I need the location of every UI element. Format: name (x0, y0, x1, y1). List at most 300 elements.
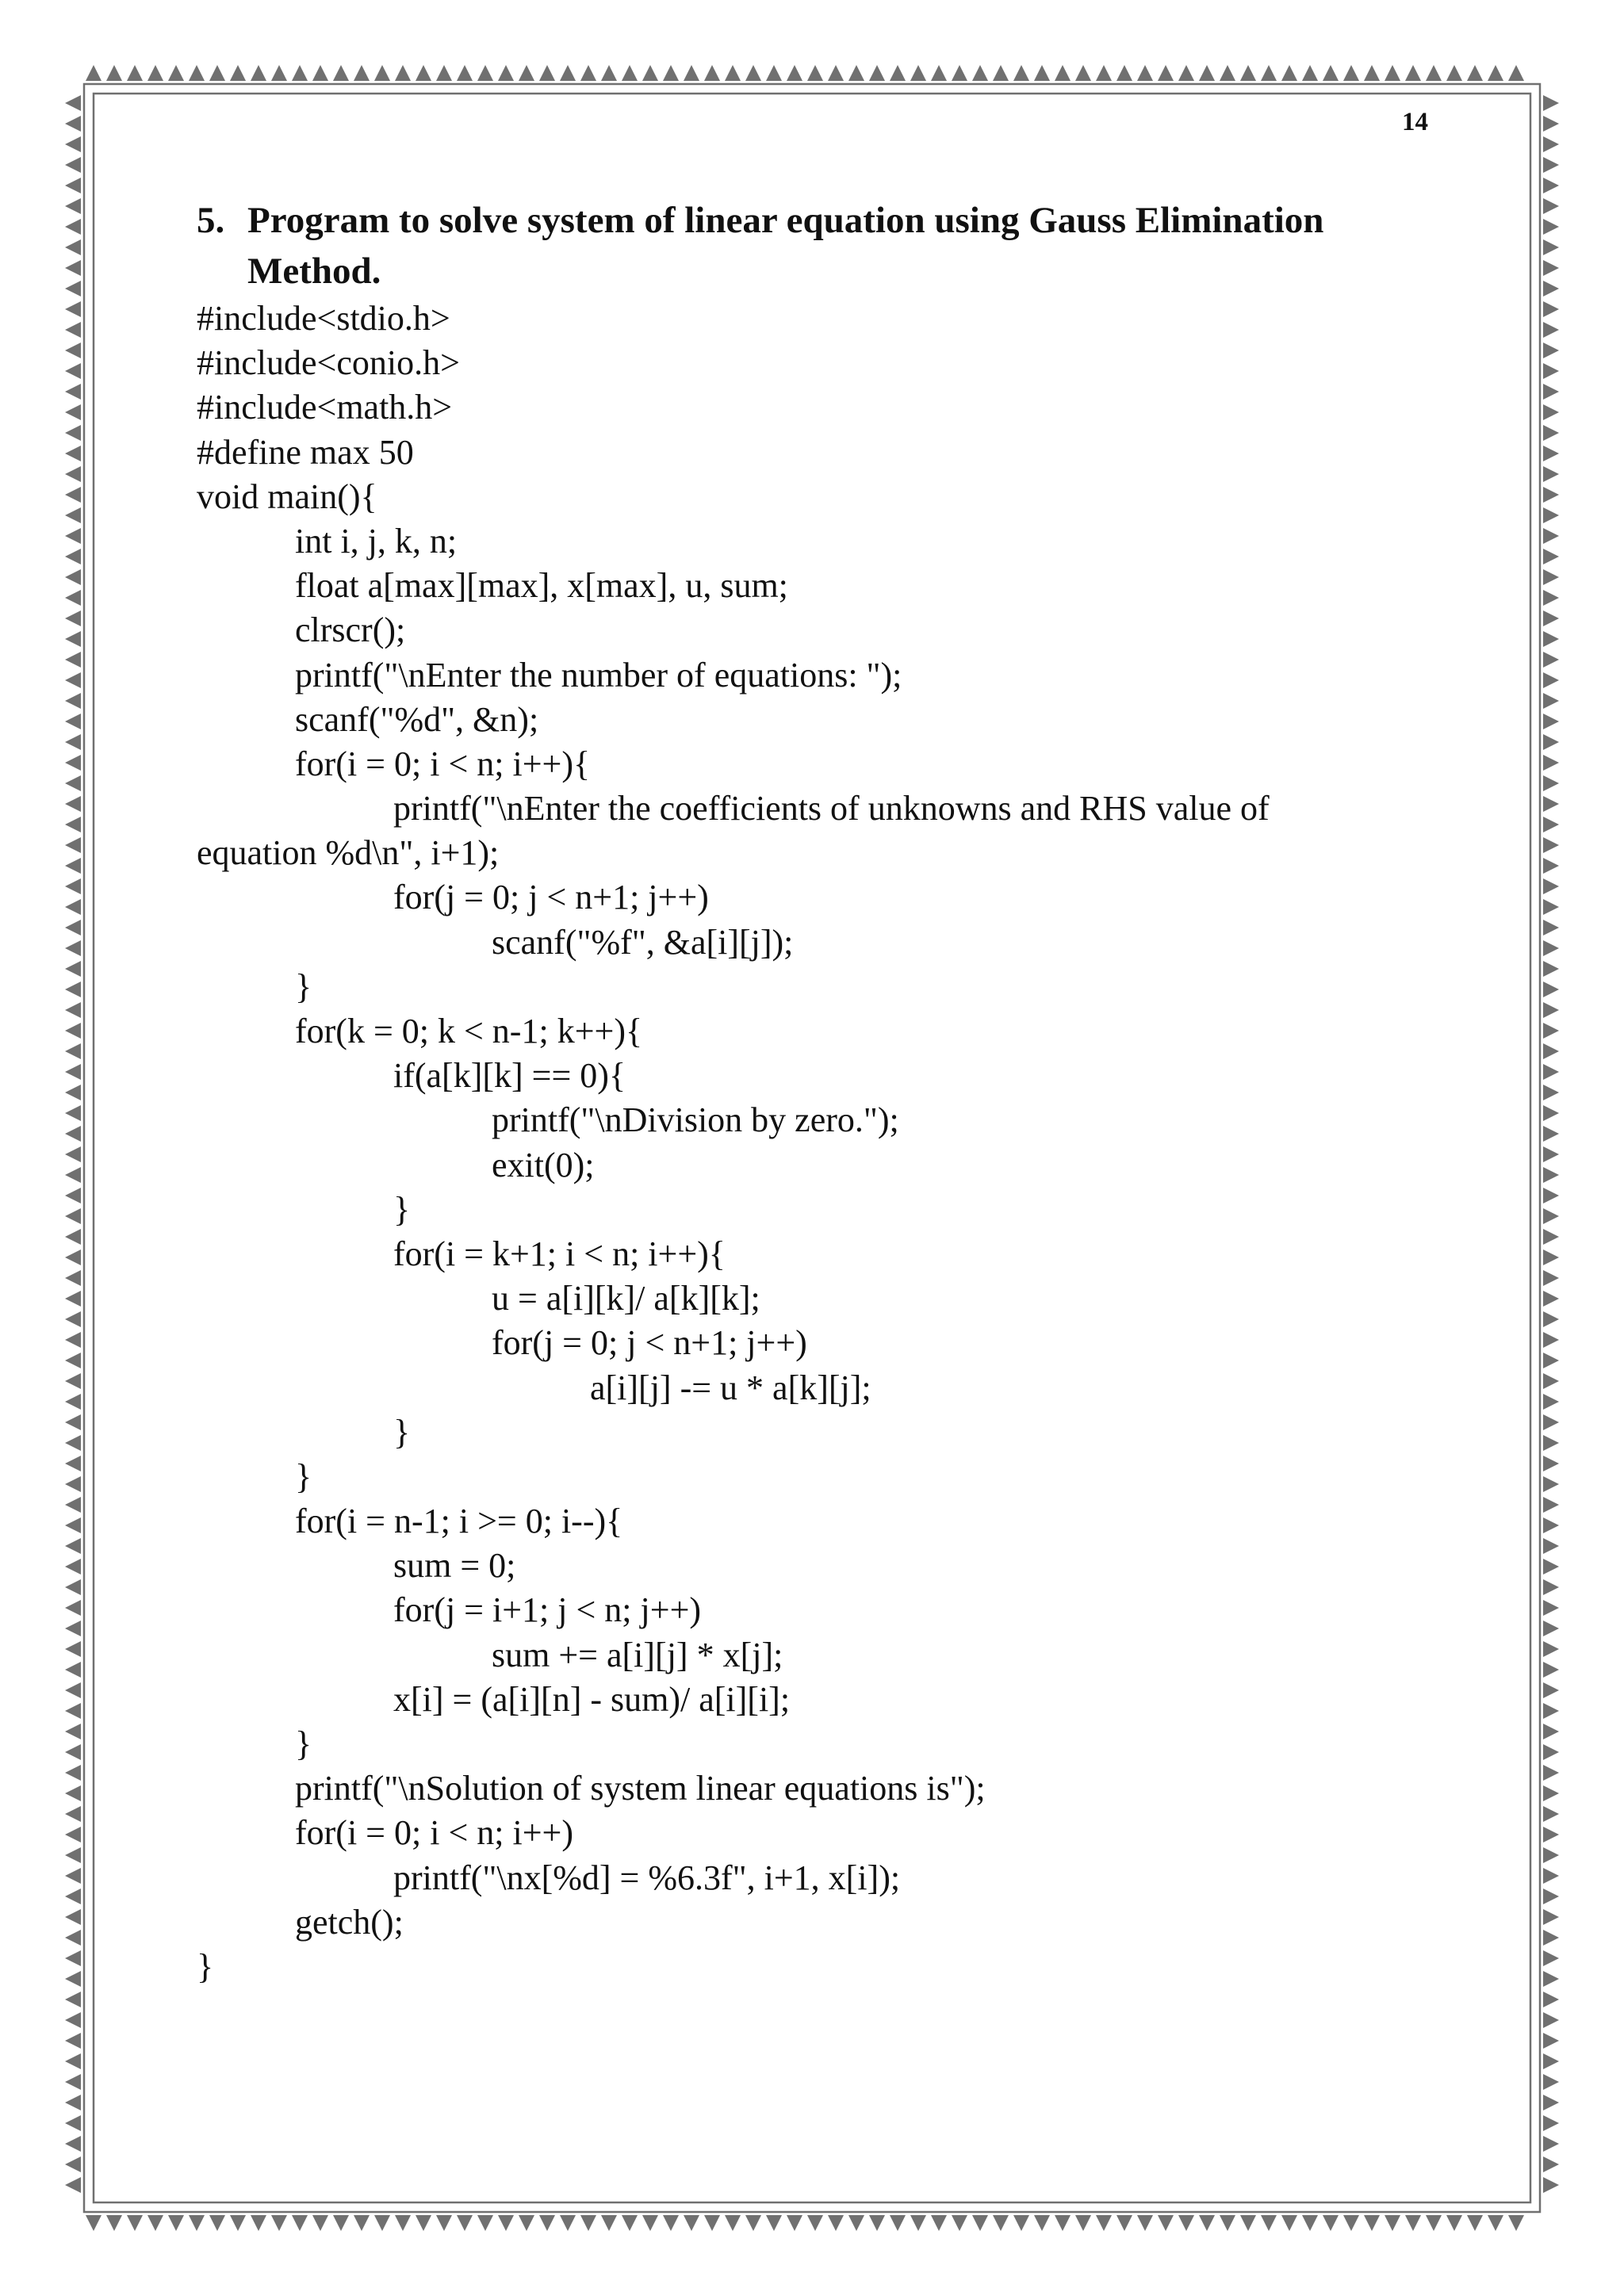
border-triangle (1543, 1105, 1559, 1121)
border-triangle (1543, 157, 1559, 173)
border-triangle (416, 65, 431, 81)
border-triangle (86, 2215, 102, 2231)
border-triangle (65, 1641, 81, 1657)
border-triangle (65, 549, 81, 564)
border-triangle (1543, 672, 1559, 688)
border-triangle (65, 652, 81, 668)
border-triangle (1543, 1538, 1559, 1554)
border-triangle (1543, 878, 1559, 894)
heading-text: Program to solve system of linear equation using Gauss Elimination Method. (247, 200, 1324, 292)
border-triangle (65, 2095, 81, 2110)
border-triangle (65, 528, 81, 544)
border-triangle (65, 95, 81, 111)
border-triangle (65, 260, 81, 276)
border-triangle (1543, 1373, 1559, 1389)
border-triangle (766, 65, 782, 81)
border-triangle (65, 1043, 81, 1059)
border-triangle (1405, 65, 1421, 81)
border-triangles-left (65, 95, 81, 2193)
border-triangle (1405, 2215, 1421, 2231)
border-triangle (1543, 1311, 1559, 1327)
border-triangle (1543, 920, 1559, 936)
code-line: #include<stdio.h> (197, 299, 450, 338)
border-triangle (560, 2215, 576, 2231)
border-triangle (1281, 2215, 1297, 2231)
code-line: u = a[i][k]/ a[k][k]; (492, 1279, 760, 1318)
border-triangle (65, 920, 81, 936)
border-triangle (1543, 1456, 1559, 1471)
border-triangle (65, 796, 81, 812)
border-triangle (65, 1311, 81, 1327)
border-triangle (1543, 116, 1559, 132)
border-triangle (65, 1930, 81, 1946)
border-triangle (65, 1085, 81, 1100)
border-triangle (65, 590, 81, 606)
border-triangle (745, 65, 761, 81)
code-line: for(j = 0; j < n+1; j++) (393, 878, 709, 917)
border-triangle (684, 2215, 699, 2231)
border-triangle (1543, 961, 1559, 977)
border-triangle (622, 2215, 638, 2231)
code-line: sum = 0; (393, 1546, 516, 1586)
border-triangle (725, 65, 741, 81)
border-triangle (395, 2215, 411, 2231)
border-triangle (65, 404, 81, 420)
border-triangles-top (86, 65, 1524, 81)
border-triangle (65, 322, 81, 338)
code-line: scanf("%d", &n); (295, 699, 539, 739)
border-triangle (539, 65, 555, 81)
border-triangle (1543, 610, 1559, 626)
section-heading (197, 195, 1434, 297)
border-triangle (1543, 1682, 1559, 1698)
border-triangle (1543, 239, 1559, 255)
border-triangle (1543, 136, 1559, 152)
code-line: #include<conio.h> (197, 343, 460, 383)
border-triangle (1543, 1270, 1559, 1286)
border-triangle (354, 65, 370, 81)
border-triangle (1543, 1085, 1559, 1100)
border-triangle (65, 817, 81, 832)
border-triangle (147, 65, 163, 81)
border-triangle (65, 1868, 81, 1884)
border-triangle (1543, 1579, 1559, 1595)
border-triangle (1543, 2012, 1559, 2028)
border-triangle (65, 1105, 81, 1121)
border-triangle (127, 65, 143, 81)
border-triangle (65, 1023, 81, 1039)
code-line: float a[max][max], x[max], u, sum; (295, 566, 788, 606)
border-triangle (65, 1002, 81, 1018)
border-triangle (168, 65, 184, 81)
code-line: equation %d\n", i+1); (197, 833, 500, 873)
border-triangle (1508, 2215, 1524, 2231)
border-triangle (65, 487, 81, 503)
border-triangle (65, 1744, 81, 1760)
border-triangle (498, 2215, 514, 2231)
border-triangle (312, 65, 328, 81)
border-triangle (65, 1559, 81, 1575)
border-triangle (1220, 2215, 1235, 2231)
border-triangle (972, 2215, 988, 2231)
border-triangle (292, 65, 308, 81)
border-triangle (1220, 65, 1235, 81)
border-triangle (1116, 2215, 1132, 2231)
border-triangle (1543, 1291, 1559, 1307)
border-triangle (1158, 2215, 1174, 2231)
border-triangle (65, 1249, 81, 1265)
border-triangle (1075, 65, 1091, 81)
border-triangle (1364, 2215, 1380, 2231)
border-triangle (65, 1167, 81, 1183)
border-triangle (65, 837, 81, 853)
border-triangle (416, 2215, 431, 2231)
border-triangle (807, 2215, 823, 2231)
border-triangle (65, 982, 81, 997)
border-triangle (65, 1373, 81, 1389)
code-line: for(i = k+1; i < n; i++){ (393, 1234, 726, 1273)
border-triangle (65, 2012, 81, 2028)
border-triangle (271, 65, 287, 81)
border-triangle (65, 961, 81, 977)
code-line: printf("\nDivision by zero."); (492, 1100, 899, 1140)
border-triangle (65, 384, 81, 400)
border-triangle (65, 1208, 81, 1224)
border-triangle (1543, 1208, 1559, 1224)
border-triangle (931, 2215, 947, 2231)
code-line: exit(0); (492, 1145, 595, 1184)
border-triangle (65, 1579, 81, 1595)
border-triangle (65, 2074, 81, 2090)
border-triangle (65, 1270, 81, 1286)
code-line: #include<math.h> (197, 388, 453, 427)
border-triangle (1543, 1435, 1559, 1451)
border-triangle (1543, 342, 1559, 358)
border-triangle (1543, 1517, 1559, 1533)
border-triangle (1543, 1724, 1559, 1739)
border-triangle (65, 178, 81, 193)
border-triangle (1543, 2053, 1559, 2069)
border-triangle (1543, 1909, 1559, 1925)
border-triangle (560, 65, 576, 81)
page-number: 14 (1402, 108, 1428, 136)
border-triangle (580, 65, 596, 81)
border-triangle (993, 2215, 1009, 2231)
border-triangle (65, 1146, 81, 1162)
border-triangle (1543, 1497, 1559, 1513)
border-triangle (1543, 178, 1559, 193)
code-line: void main(){ (197, 476, 377, 516)
border-triangle (1543, 363, 1559, 379)
border-triangle (1302, 65, 1318, 81)
border-triangle (1364, 65, 1380, 81)
border-triangle (1543, 837, 1559, 853)
border-triangle (1543, 1971, 1559, 1987)
border-triangle (374, 2215, 390, 2231)
border-triangle (1055, 65, 1071, 81)
code-line: printf("\nEnter the coefficients of unknowns and RHS value of (393, 789, 1270, 828)
border-triangle (1543, 1249, 1559, 1265)
code-line: getch(); (295, 1902, 404, 1942)
border-triangle (1543, 1064, 1559, 1080)
code-line: for(i = 0; i < n; i++){ (295, 744, 591, 783)
border-triangle (1158, 65, 1174, 81)
border-triangle (1543, 1992, 1559, 2007)
border-triangle (65, 1621, 81, 1636)
border-triangle (1543, 384, 1559, 400)
border-triangle (1543, 1662, 1559, 1678)
border-triangle (1426, 2215, 1442, 2231)
border-triangle (65, 1291, 81, 1307)
border-triangle (1543, 281, 1559, 297)
border-triangle (65, 1950, 81, 1966)
border-triangle (65, 940, 81, 956)
border-triangle (65, 755, 81, 771)
border-triangle (209, 2215, 225, 2231)
border-triangle (65, 1435, 81, 1451)
border-triangle (1426, 65, 1442, 81)
border-triangle (1543, 1559, 1559, 1575)
border-triangle (1178, 65, 1194, 81)
border-triangle (1543, 940, 1559, 956)
border-triangle (848, 2215, 864, 2231)
border-triangle (869, 65, 885, 81)
border-triangle (1543, 1847, 1559, 1863)
border-triangle (1543, 198, 1559, 214)
border-triangle (704, 65, 720, 81)
border-triangle (1543, 1394, 1559, 1410)
border-triangle (1543, 219, 1559, 235)
border-triangle (1543, 2177, 1559, 2193)
code-line: } (197, 1946, 214, 1986)
border-triangle (106, 2215, 122, 2231)
border-triangle (230, 2215, 246, 2231)
border-triangle (65, 1414, 81, 1430)
border-triangle (1261, 65, 1277, 81)
border-triangle (65, 1703, 81, 1719)
border-triangle (65, 1909, 81, 1925)
border-triangle (848, 65, 864, 81)
border-triangle (766, 2215, 782, 2231)
code-line: printf("\nEnter the number of equations: "); (295, 655, 902, 695)
border-triangle (65, 2053, 81, 2069)
border-triangle (1543, 569, 1559, 585)
border-triangle (251, 2215, 266, 2231)
border-triangle (1543, 1641, 1559, 1657)
border-triangle (65, 631, 81, 647)
border-triangle (65, 734, 81, 750)
border-triangle (1543, 1950, 1559, 1966)
border-triangle (1543, 2074, 1559, 2090)
border-triangle (1199, 65, 1215, 81)
border-triangle (580, 2215, 596, 2231)
border-triangle (230, 65, 246, 81)
border-triangle (1543, 858, 1559, 874)
border-triangle (890, 2215, 906, 2231)
border-triangle (65, 878, 81, 894)
border-triangle (65, 858, 81, 874)
code-line: } (295, 1724, 312, 1763)
border-triangle (65, 1538, 81, 1554)
border-triangles-right (1543, 95, 1559, 2193)
border-triangle (65, 1806, 81, 1822)
border-triangle (65, 1827, 81, 1843)
border-triangle (1323, 65, 1339, 81)
border-triangle (1543, 1146, 1559, 1162)
border-triangle (1488, 2215, 1503, 2231)
border-triangle (1543, 1188, 1559, 1203)
border-triangle (1302, 2215, 1318, 2231)
border-triangle (622, 65, 638, 81)
border-triangle (787, 65, 802, 81)
code-line: printf("\nSolution of system linear equations is"); (295, 1769, 986, 1808)
border-triangle (1543, 260, 1559, 276)
border-triangle (1543, 796, 1559, 812)
border-triangle (65, 466, 81, 482)
heading-number: 5. (197, 200, 225, 241)
border-triangle (1137, 65, 1153, 81)
border-triangle (807, 65, 823, 81)
border-triangle (1385, 2215, 1400, 2231)
border-triangle (65, 2136, 81, 2152)
border-triangle (1467, 2215, 1483, 2231)
border-triangle (65, 157, 81, 173)
border-triangle (1096, 2215, 1112, 2231)
border-triangle (65, 610, 81, 626)
border-triangle (1281, 65, 1297, 81)
border-triangle (477, 2215, 493, 2231)
border-triangles-bottom (86, 2215, 1524, 2231)
border-triangle (65, 569, 81, 585)
border-triangle (1543, 507, 1559, 523)
border-triangle (539, 2215, 555, 2231)
border-triangle (1543, 2156, 1559, 2172)
border-triangle (952, 2215, 967, 2231)
border-triangle (1543, 1414, 1559, 1430)
border-triangle (1543, 1806, 1559, 1822)
border-triangle (65, 2115, 81, 2131)
border-triangle (333, 2215, 349, 2231)
border-triangle (1543, 95, 1559, 111)
border-triangle (828, 2215, 844, 2231)
border-triangle (1543, 1888, 1559, 1904)
border-triangle (1543, 1126, 1559, 1142)
border-triangle (65, 1332, 81, 1348)
border-triangle (1543, 1703, 1559, 1719)
border-triangle (1543, 693, 1559, 709)
border-triangle (65, 425, 81, 441)
border-triangle (1543, 1765, 1559, 1781)
border-triangle (1488, 65, 1503, 81)
border-triangle (1240, 2215, 1256, 2231)
border-triangle (106, 65, 122, 81)
border-triangle (1543, 1868, 1559, 1884)
border-triangle (65, 1600, 81, 1616)
border-triangle (1543, 714, 1559, 729)
border-triangle (65, 775, 81, 791)
border-triangle (1543, 1785, 1559, 1801)
code-line: for(j = 0; j < n+1; j++) (492, 1323, 807, 1363)
border-triangle (1543, 899, 1559, 915)
border-triangle (1543, 2095, 1559, 2110)
border-triangle (65, 1456, 81, 1471)
border-triangle (1543, 404, 1559, 420)
border-triangle (65, 1765, 81, 1781)
border-triangle (519, 65, 534, 81)
border-triangle (1096, 65, 1112, 81)
border-triangle (65, 899, 81, 915)
border-triangle (663, 65, 679, 81)
border-triangle (1385, 65, 1400, 81)
border-triangle (65, 714, 81, 729)
border-triangle (312, 2215, 328, 2231)
border-triangle (333, 65, 349, 81)
border-triangle (65, 1682, 81, 1698)
border-triangle (1323, 2215, 1339, 2231)
border-triangle (1034, 65, 1050, 81)
border-triangle (1543, 301, 1559, 317)
border-triangle (1543, 446, 1559, 461)
border-triangle (498, 65, 514, 81)
border-triangle (271, 2215, 287, 2231)
code-line: a[i][j] -= u * a[k][j]; (590, 1368, 871, 1407)
border-triangle (1467, 65, 1483, 81)
code-line: int i, j, k, n; (295, 521, 458, 561)
border-triangle (65, 1971, 81, 1987)
border-triangle (1075, 2215, 1091, 2231)
border-triangle (1543, 425, 1559, 441)
border-triangle (65, 2156, 81, 2172)
border-triangle (1240, 65, 1256, 81)
border-triangle (1055, 2215, 1071, 2231)
border-triangle (1543, 775, 1559, 791)
border-triangle (168, 2215, 184, 2231)
border-triangle (395, 65, 411, 81)
border-triangle (65, 1888, 81, 1904)
border-triangle (1543, 1353, 1559, 1368)
border-triangle (65, 1992, 81, 2007)
border-triangle (65, 239, 81, 255)
border-triangle (910, 2215, 926, 2231)
border-triangle (1543, 652, 1559, 668)
border-triangle (1543, 1229, 1559, 1245)
border-triangle (354, 2215, 370, 2231)
border-triangle (1543, 466, 1559, 482)
code-line: } (295, 966, 312, 1006)
code-line: } (295, 1456, 312, 1496)
border-triangle (65, 1229, 81, 1245)
border-triangle (189, 2215, 205, 2231)
border-triangle (952, 65, 967, 81)
code-line: printf("\nx[%d] = %6.3f", i+1, x[i]); (393, 1858, 901, 1897)
code-line: if(a[k][k] == 0){ (393, 1056, 626, 1096)
border-triangle (1543, 817, 1559, 832)
code-line: clrscr(); (295, 610, 406, 650)
border-triangle (1543, 1827, 1559, 1843)
border-triangle (65, 672, 81, 688)
border-triangle (704, 2215, 720, 2231)
border-triangle (1137, 2215, 1153, 2231)
border-triangle (1508, 65, 1524, 81)
border-triangle (374, 65, 390, 81)
border-triangle (1543, 322, 1559, 338)
border-triangle (457, 2215, 473, 2231)
border-triangle (1261, 2215, 1277, 2231)
border-triangle (65, 1847, 81, 1863)
border-triangle (65, 1785, 81, 1801)
border-triangle (127, 2215, 143, 2231)
code-listing (197, 297, 1450, 1989)
